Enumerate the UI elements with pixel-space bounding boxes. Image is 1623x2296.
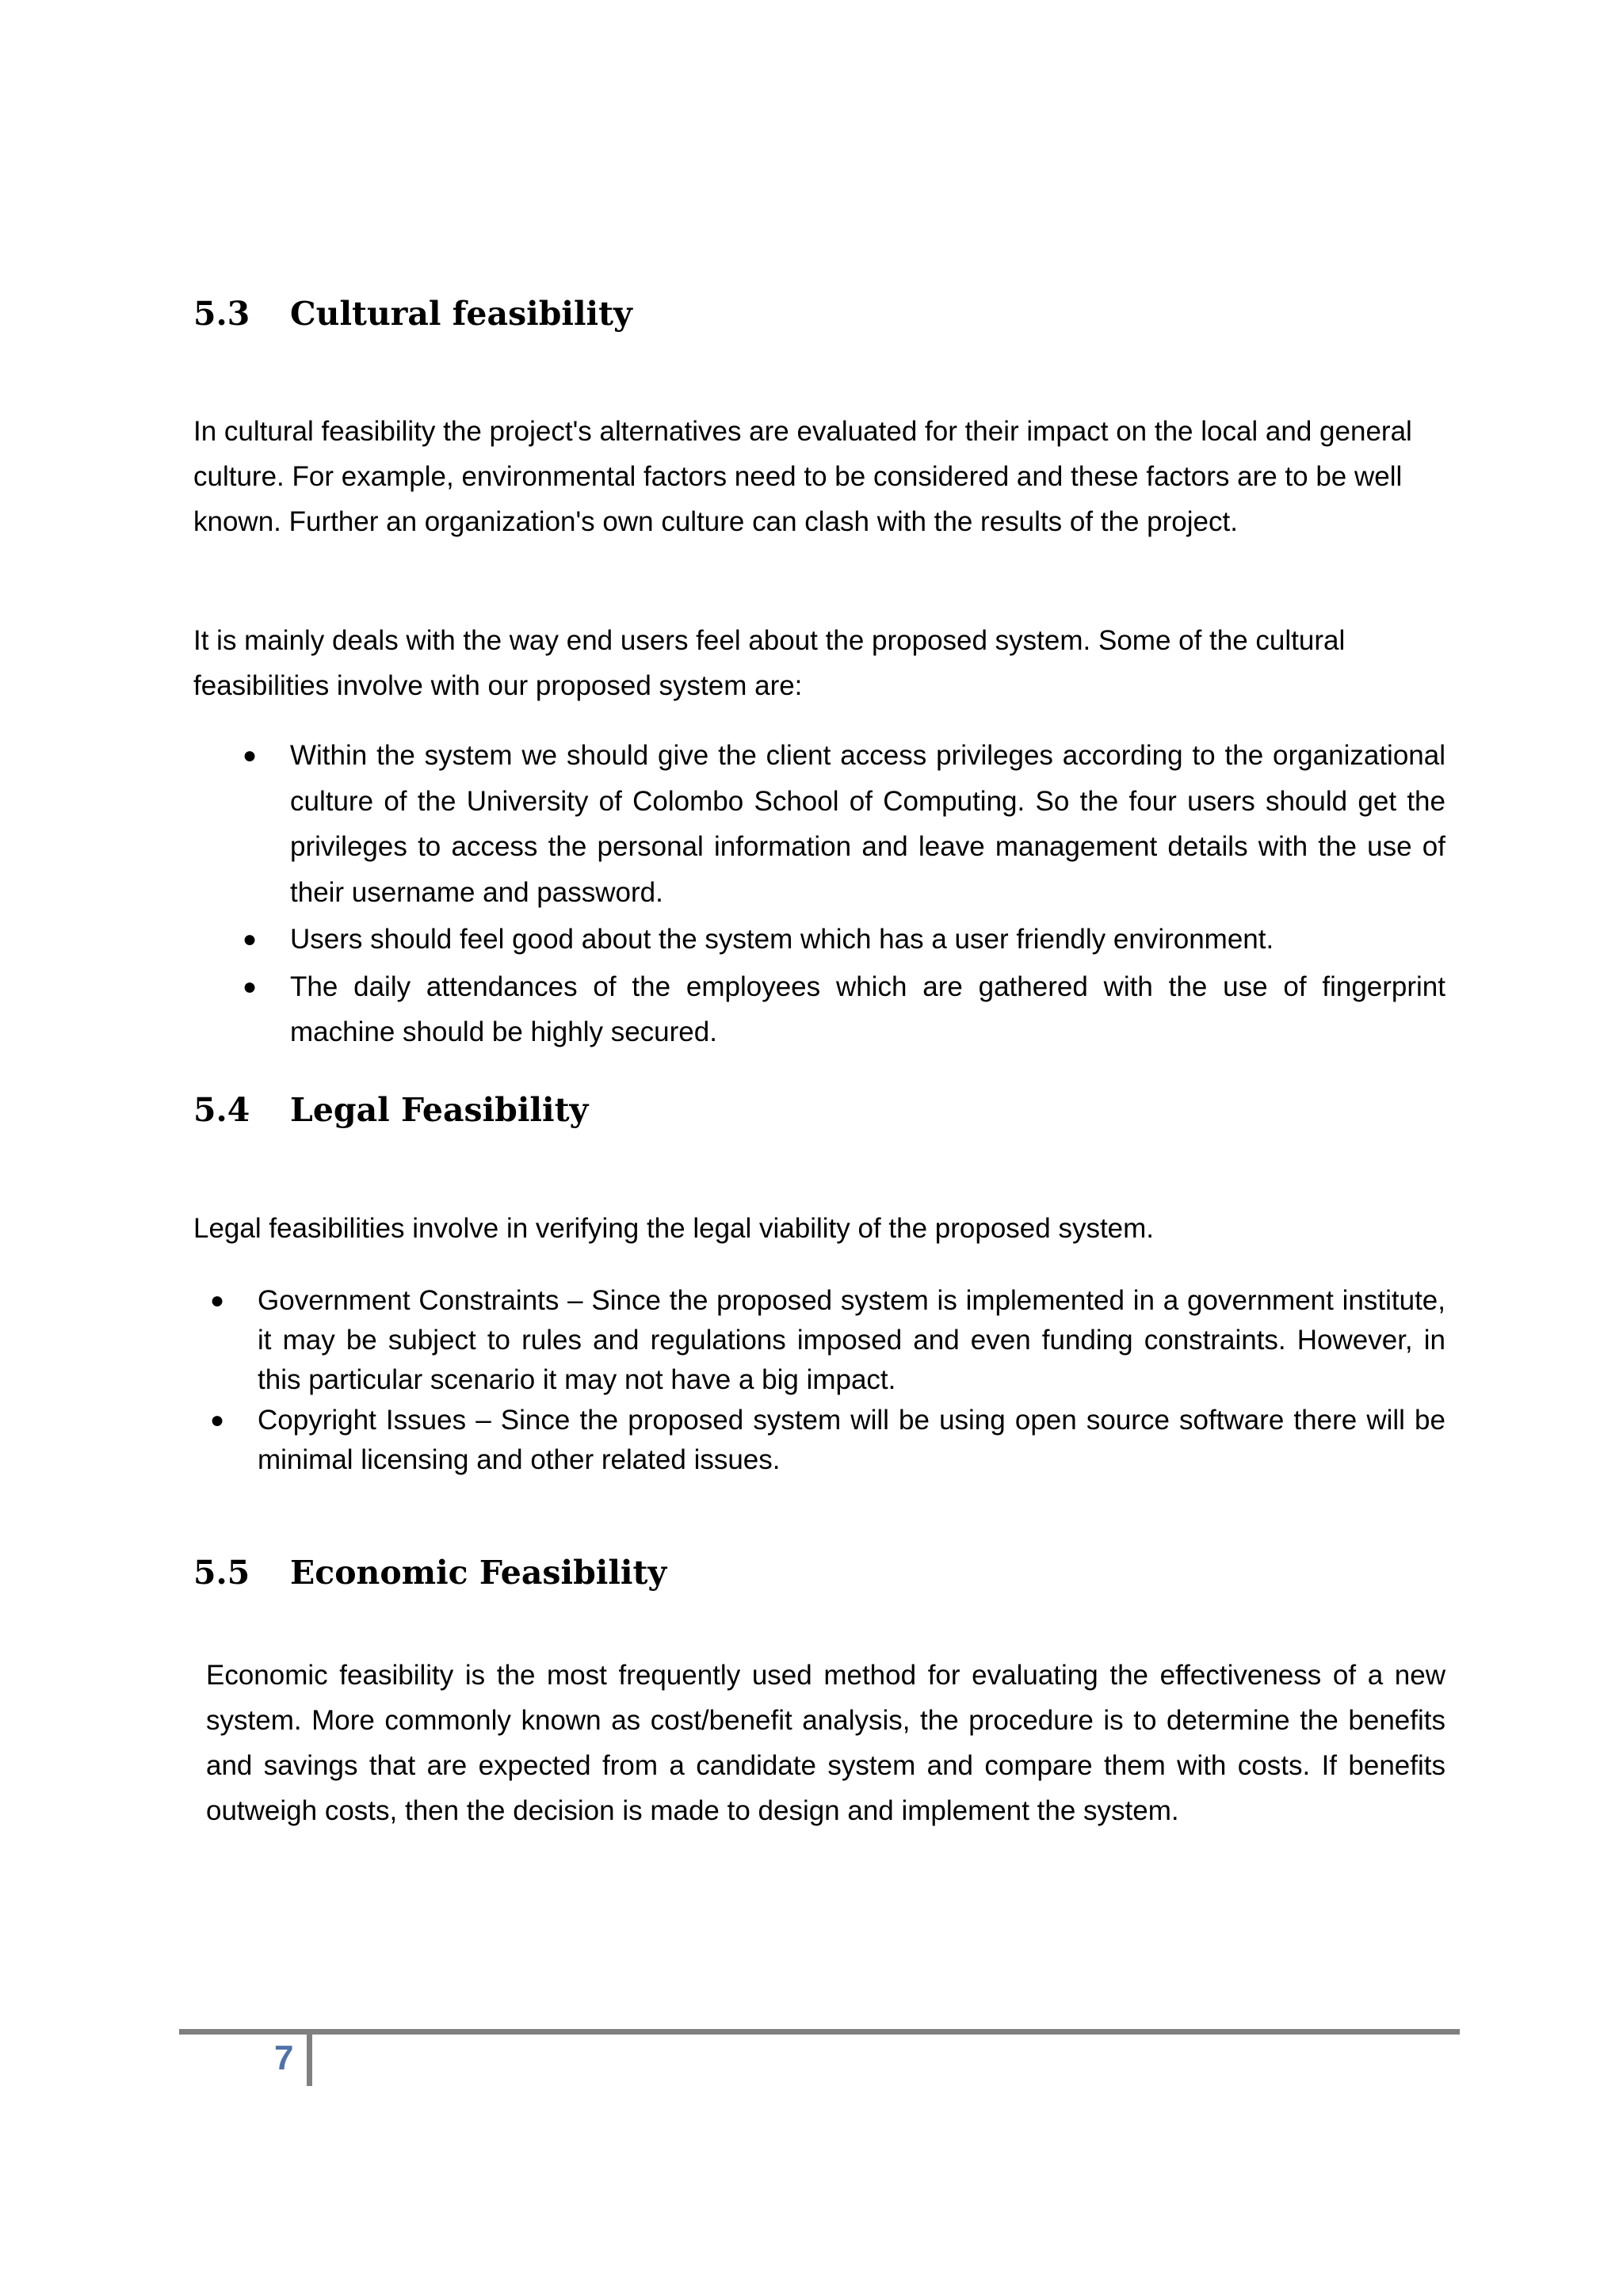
bullet-icon: ●	[242, 926, 258, 952]
list-item	[210, 1401, 1445, 1480]
section-title: Cultural feasibility	[290, 295, 632, 333]
bullet-list-cultural	[242, 733, 1445, 1055]
section-title: Economic Feasibility	[290, 1554, 667, 1592]
list-item-text: Users should feel good about the system which has a user friendly environment.	[290, 924, 1274, 955]
list-item-text: The daily attendances of the employees which are gathered with the use of fingerprint machine should be highly secured.	[290, 971, 1445, 1047]
section-number: 5.5	[193, 1554, 250, 1592]
footer-divider-tick	[307, 2029, 312, 2086]
list-item	[210, 1281, 1445, 1400]
paragraph: It is mainly deals with the way end users feel about the proposed system. Some of the cultural feasibilities involve with our proposed system are:	[193, 625, 1346, 701]
section-number: 5.3	[193, 295, 250, 333]
page-number: 7	[274, 2039, 294, 2077]
list-item-text: Government Constraints – Since the proposed system is implemented in a government institute, it may be subject to rules and regulations imposed and even funding constraints. However, in this particular scenario it may not have a big impact.	[258, 1285, 1445, 1395]
bullet-icon: ●	[210, 1407, 225, 1433]
list-item	[242, 733, 1445, 915]
section-heading-5-3	[193, 293, 632, 334]
bullet-icon: ●	[242, 973, 258, 1000]
section-title: Legal Feasibility	[290, 1091, 589, 1129]
list-item	[242, 964, 1445, 1055]
paragraph: Legal feasibilities involve in verifying the legal viability of the proposed system.	[193, 1213, 1155, 1244]
section-heading-5-5	[193, 1552, 666, 1593]
list-item-text: Copyright Issues – Since the proposed system will be using open source software there will be minimal licensing and other related issues.	[258, 1405, 1445, 1475]
list-item-text: Within the system we should give the client access privileges according to the organizational culture of the University of Colombo School of Computing. So the four users should get the privileges to access the personal information and leave management details with the use of their username and password.	[290, 740, 1445, 908]
bullet-icon: ●	[210, 1287, 225, 1314]
paragraph: Economic feasibility is the most frequently used method for evaluating the effectiveness of a new system. More commonly known as cost/benefit analysis, the procedure is to determine the benefits and savings that are expected from a candidate system and compare them with costs. If benefits outweigh costs, then the decision is made to design and implement the system.	[206, 1660, 1445, 1826]
section-number: 5.4	[193, 1091, 250, 1129]
paragraph: In cultural feasibility the project's alternatives are evaluated for their impact on the local and general culture. For example, environmental factors need to be considered and these factors are to be well known. Further an organization's own culture can clash with the results of the project.	[193, 416, 1412, 537]
bullet-icon: ●	[242, 742, 258, 769]
list-item	[242, 917, 1445, 963]
section-heading-5-4	[193, 1089, 588, 1131]
bullet-list-legal	[210, 1281, 1445, 1480]
footer-rule	[179, 2029, 1460, 2035]
